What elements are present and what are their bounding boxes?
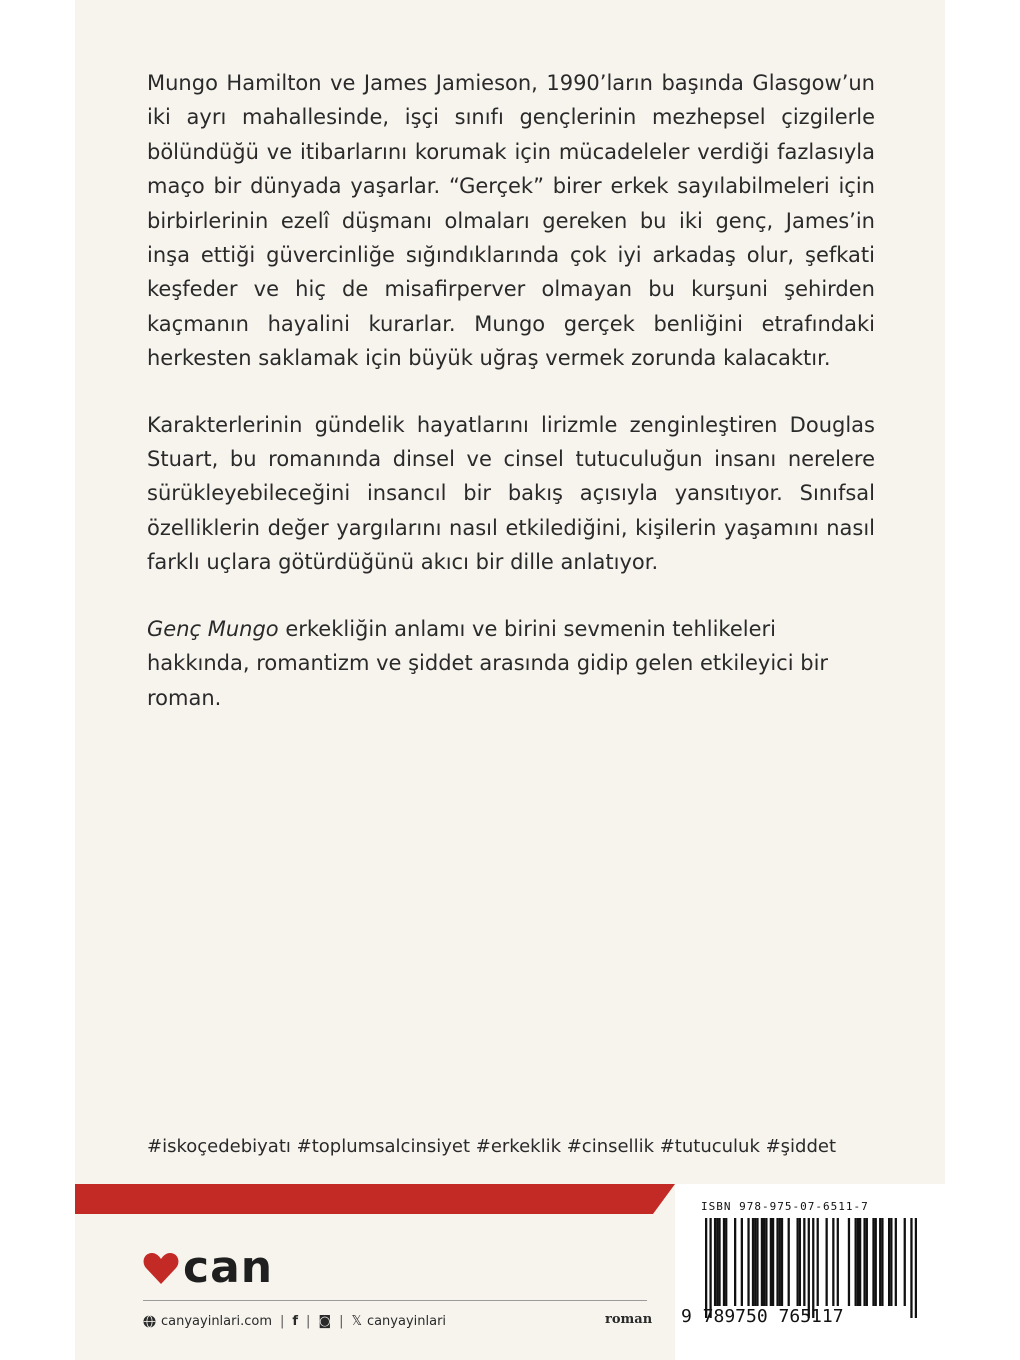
barcode-bar xyxy=(734,1218,736,1306)
barcode-bar xyxy=(788,1218,790,1306)
heart-icon xyxy=(143,1251,179,1285)
red-band xyxy=(75,1184,675,1214)
globe-icon xyxy=(143,1315,156,1328)
divider xyxy=(143,1300,647,1301)
blurb-paragraph-3 xyxy=(147,612,875,715)
separator: | xyxy=(339,1313,344,1329)
barcode-bar xyxy=(895,1218,897,1306)
blurb-paragraph-1: Mungo Hamilton ve James Jamieson, 1990’ların başında Glasgow’un iki ayrı mahallesinde, işçi sınıfı gençlerinin mezhepsel çizgilerle bölündüğü ve itibarlarını korumak için mücadeleler verdiği fazlasıyla maço bir dünyada yaşarlar. “Gerçek” birer erkek sayılabilmeleri için birbirlerinin ezelî düşmanı olmaları gereken bu iki genç, James’in inşa ettiği güvercinliğe sığındıklarında çok iyi arkadaş olur, şefkati keşfeder ve hiç de misafirperver olmayan bu kurşuni şehirden kaçmanın hayalini kurarlar. Mungo gerçek benliğini etrafındaki herkesten saklamak için büyük uğraş vermek zorunda kalacaktır. xyxy=(147,71,875,371)
barcode-bar xyxy=(881,1218,883,1306)
barcode-bar xyxy=(857,1218,859,1306)
barcode-bar xyxy=(863,1218,865,1306)
instagram-icon[interactable]: ◙ xyxy=(318,1313,332,1329)
barcode-bar xyxy=(890,1218,892,1306)
barcode-bar xyxy=(866,1218,868,1306)
barcode-bar xyxy=(781,1218,783,1306)
barcode xyxy=(705,1218,917,1318)
blurb-paragraph-3-text: erkekliğin anlamı ve birini sevmenin tehlikeleri hakkında, romantizm ve şiddet arasında gidip gelen etkileyici bir roman. xyxy=(147,616,829,710)
barcode-bar xyxy=(832,1218,834,1306)
publisher-logo xyxy=(143,1244,273,1292)
barcode-bar xyxy=(763,1218,765,1306)
barcode-bar xyxy=(904,1218,906,1306)
barcode-bar xyxy=(803,1218,805,1306)
barcode-bar xyxy=(826,1218,828,1306)
barcode-bar xyxy=(888,1218,890,1306)
barcode-bar xyxy=(747,1218,749,1306)
barcode-bar xyxy=(776,1218,778,1306)
social-links xyxy=(143,1311,446,1331)
barcode-bar xyxy=(848,1218,850,1306)
blurb-text xyxy=(147,66,875,747)
barcode-bar xyxy=(915,1218,917,1318)
facebook-icon[interactable]: f xyxy=(292,1313,299,1329)
barcode-bar xyxy=(910,1218,912,1318)
hashtags: #iskoçedebiyatı #toplumsalcinsiyet #erkeklik #cinsellik #tutuculuk #şiddet xyxy=(147,1136,837,1157)
barcode-bar xyxy=(837,1218,839,1306)
barcode-bar xyxy=(718,1218,720,1306)
barcode-bar xyxy=(705,1218,707,1318)
book-title: Genç Mungo xyxy=(147,616,279,641)
barcode-digits: 9 789750 765117 xyxy=(681,1306,844,1327)
barcode-bar xyxy=(855,1218,857,1306)
barcode-bar xyxy=(765,1218,767,1306)
barcode-bar xyxy=(723,1218,725,1306)
barcode-bar xyxy=(779,1218,781,1306)
x-icon[interactable]: 𝕏 xyxy=(351,1313,362,1329)
isbn-label: ISBN 978-975-07-6511-7 xyxy=(701,1200,869,1213)
barcode-bar xyxy=(761,1218,763,1306)
website-link[interactable]: canyayinlari.com xyxy=(161,1313,272,1329)
barcode-bar xyxy=(875,1218,877,1306)
publisher-brand: can xyxy=(183,1242,274,1293)
barcode-bar xyxy=(709,1218,711,1318)
barcode-bar xyxy=(812,1218,814,1318)
barcode-bar xyxy=(796,1218,798,1306)
barcode-bar xyxy=(770,1218,772,1306)
social-handle[interactable]: canyayinlari xyxy=(366,1313,447,1329)
barcode-bar xyxy=(714,1218,716,1306)
barcode-bar xyxy=(808,1218,810,1318)
barcode-bar xyxy=(725,1218,727,1306)
barcode-bar xyxy=(859,1218,861,1306)
barcode-bar xyxy=(756,1218,758,1306)
barcode-bar xyxy=(872,1218,874,1306)
separator: | xyxy=(280,1313,285,1329)
back-cover xyxy=(75,0,945,1360)
blurb-paragraph-2: Karakterlerinin gündelik hayatlarını lirizmle zenginleştiren Douglas Stuart, bu romanında dinsel ve cinsel tutuculuğun insanı nerelere sürükleyebileceğini insancıl bir bakış açısıyla yansıtıyor. Sınıfsal özelliklerin değer yargılarını nasıl etkilediğini, kişilerin yaşamını nasıl farklı uçlara götürdüğünü akıcı bir dille anlatıyor. xyxy=(147,412,875,575)
barcode-bar xyxy=(741,1218,743,1306)
barcode-bar xyxy=(817,1218,819,1306)
barcode-bar xyxy=(799,1218,801,1306)
barcode-area xyxy=(675,1184,945,1360)
barcode-bar xyxy=(754,1218,756,1306)
barcode-bar xyxy=(879,1218,881,1306)
barcode-bar xyxy=(716,1218,718,1306)
genre-label: roman xyxy=(605,1312,653,1327)
separator: | xyxy=(306,1313,311,1329)
barcode-bar xyxy=(772,1218,774,1306)
barcode-bar xyxy=(752,1218,754,1306)
